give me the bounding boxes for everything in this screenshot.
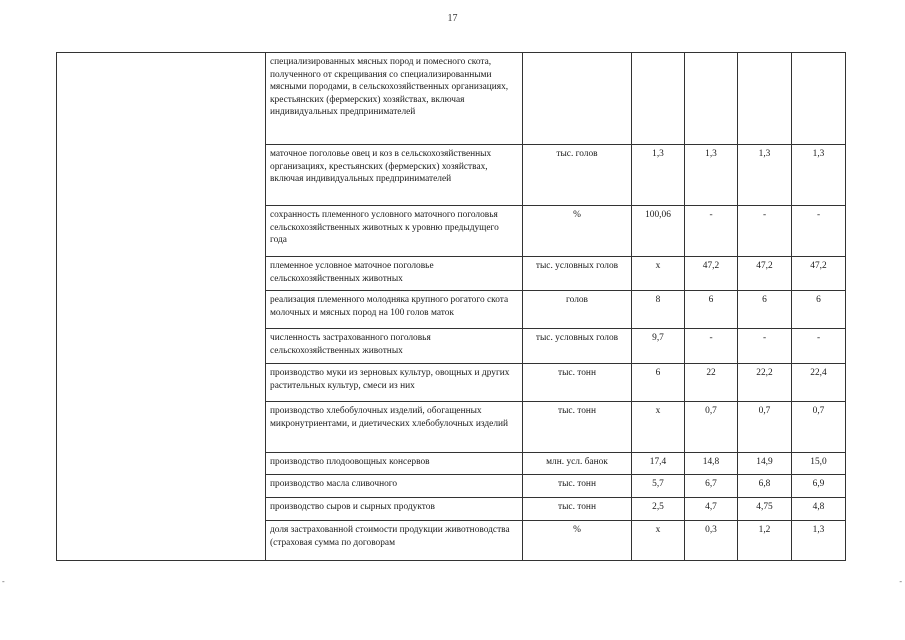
unit-of-measure: тыс. тонн	[523, 364, 632, 402]
unit-of-measure: %	[523, 206, 632, 257]
value-col-2: 0,3	[685, 521, 738, 561]
indicator-description: численность застрахованного поголовья сельскохозяйственных животных	[266, 329, 523, 364]
value-col-1: 6	[632, 364, 685, 402]
value-col-2: 47,2	[685, 257, 738, 291]
unit-of-measure: тыс. тонн	[523, 498, 632, 521]
empty-section-cell	[57, 257, 266, 291]
unit-of-measure: тыс. условных голов	[523, 329, 632, 364]
unit-of-measure: тыс. условных голов	[523, 257, 632, 291]
empty-section-cell	[57, 402, 266, 453]
table-row	[57, 53, 846, 145]
indicator-description: реализация племенного молодняка крупного рогатого скота молочных и мясных пород на 100 голов маток	[266, 291, 523, 329]
value-col-1: 1,3	[632, 145, 685, 206]
table-row	[57, 475, 846, 498]
indicator-description: производство сыров и сырных продуктов	[266, 498, 523, 521]
value-col-1: 100,06	[632, 206, 685, 257]
value-col-1: 2,5	[632, 498, 685, 521]
value-col-1: 8	[632, 291, 685, 329]
value-col-4: 6,9	[792, 475, 846, 498]
table-row	[57, 291, 846, 329]
value-col-4: -	[792, 329, 846, 364]
value-col-3: -	[738, 206, 792, 257]
table-row	[57, 453, 846, 475]
table-row	[57, 498, 846, 521]
value-col-2: -	[685, 329, 738, 364]
table-row	[57, 257, 846, 291]
value-col-3: 14,9	[738, 453, 792, 475]
value-col-1: х	[632, 257, 685, 291]
value-col-1: 17,4	[632, 453, 685, 475]
indicator-description: специализированных мясных пород и помесного скота, полученного от скрещивания со специализированными мясными породами, в сельскохозяйственных организациях, крестьянских (фермерских) хозяйствах, включая индивидуальных предпринимателей	[266, 53, 523, 145]
value-col-4: 0,7	[792, 402, 846, 453]
value-col-2: 14,8	[685, 453, 738, 475]
empty-section-cell	[57, 53, 266, 145]
value-col-2: 6,7	[685, 475, 738, 498]
unit-of-measure: тыс. голов	[523, 145, 632, 206]
value-col-4: 1,3	[792, 145, 846, 206]
value-col-4: 22,4	[792, 364, 846, 402]
value-col-1: х	[632, 521, 685, 561]
value-col-3: 47,2	[738, 257, 792, 291]
indicator-description: производство муки из зерновых культур, овощных и других растительных культур, смеси из них	[266, 364, 523, 402]
indicator-description: производство масла сливочного	[266, 475, 523, 498]
table-row	[57, 402, 846, 453]
value-col-3: 1,2	[738, 521, 792, 561]
value-col-3: 6,8	[738, 475, 792, 498]
table-row	[57, 206, 846, 257]
value-col-4: 15,0	[792, 453, 846, 475]
value-col-4: 47,2	[792, 257, 846, 291]
value-col-3: -	[738, 329, 792, 364]
indicator-description: производство хлебобулочных изделий, обогащенных микронутриентами, и диетических хлебобулочных изделий	[266, 402, 523, 453]
unit-of-measure	[523, 53, 632, 145]
indicator-description: доля застрахованной стоимости продукции животноводства (страховая сумма по договорам	[266, 521, 523, 561]
table-row	[57, 145, 846, 206]
empty-section-cell	[57, 145, 266, 206]
indicator-description: племенное условное маточное поголовье сельскохозяйственных животных	[266, 257, 523, 291]
value-col-2: 6	[685, 291, 738, 329]
indicator-description: сохранность племенного условного маточного поголовья сельскохозяйственных животных к уровню предыдущего года	[266, 206, 523, 257]
unit-of-measure: %	[523, 521, 632, 561]
page-number: 17	[447, 13, 458, 24]
value-col-3: 4,75	[738, 498, 792, 521]
unit-of-measure: тыс. тонн	[523, 475, 632, 498]
table-row	[57, 364, 846, 402]
value-col-2: 22	[685, 364, 738, 402]
value-col-2: -	[685, 206, 738, 257]
empty-section-cell	[57, 329, 266, 364]
value-col-1	[632, 53, 685, 145]
empty-section-cell	[57, 364, 266, 402]
value-col-3: 6	[738, 291, 792, 329]
value-col-4	[792, 53, 846, 145]
value-col-3: 0,7	[738, 402, 792, 453]
empty-section-cell	[57, 498, 266, 521]
empty-section-cell	[57, 453, 266, 475]
value-col-1: 5,7	[632, 475, 685, 498]
value-col-4: 1,3	[792, 521, 846, 561]
empty-section-cell	[57, 291, 266, 329]
value-col-3	[738, 53, 792, 145]
edge-mark-left: -	[2, 577, 5, 586]
value-col-4: 6	[792, 291, 846, 329]
unit-of-measure: голов	[523, 291, 632, 329]
unit-of-measure: млн. усл. банок	[523, 453, 632, 475]
value-col-2: 1,3	[685, 145, 738, 206]
value-col-1: х	[632, 402, 685, 453]
indicator-table	[56, 52, 846, 561]
value-col-4: 4,8	[792, 498, 846, 521]
value-col-2: 4,7	[685, 498, 738, 521]
unit-of-measure: тыс. тонн	[523, 402, 632, 453]
value-col-1: 9,7	[632, 329, 685, 364]
edge-mark-right: -	[899, 577, 902, 586]
value-col-3: 22,2	[738, 364, 792, 402]
value-col-3: 1,3	[738, 145, 792, 206]
empty-section-cell	[57, 475, 266, 498]
indicator-description: производство плодоовощных консервов	[266, 453, 523, 475]
value-col-2: 0,7	[685, 402, 738, 453]
indicator-description: маточное поголовье овец и коз в сельскохозяйственных организациях, крестьянских (фермерских) хозяйствах, включая индивидуальных предпринимателей	[266, 145, 523, 206]
value-col-2	[685, 53, 738, 145]
empty-section-cell	[57, 206, 266, 257]
table-row	[57, 521, 846, 561]
empty-section-cell	[57, 521, 266, 561]
value-col-4: -	[792, 206, 846, 257]
table-row	[57, 329, 846, 364]
